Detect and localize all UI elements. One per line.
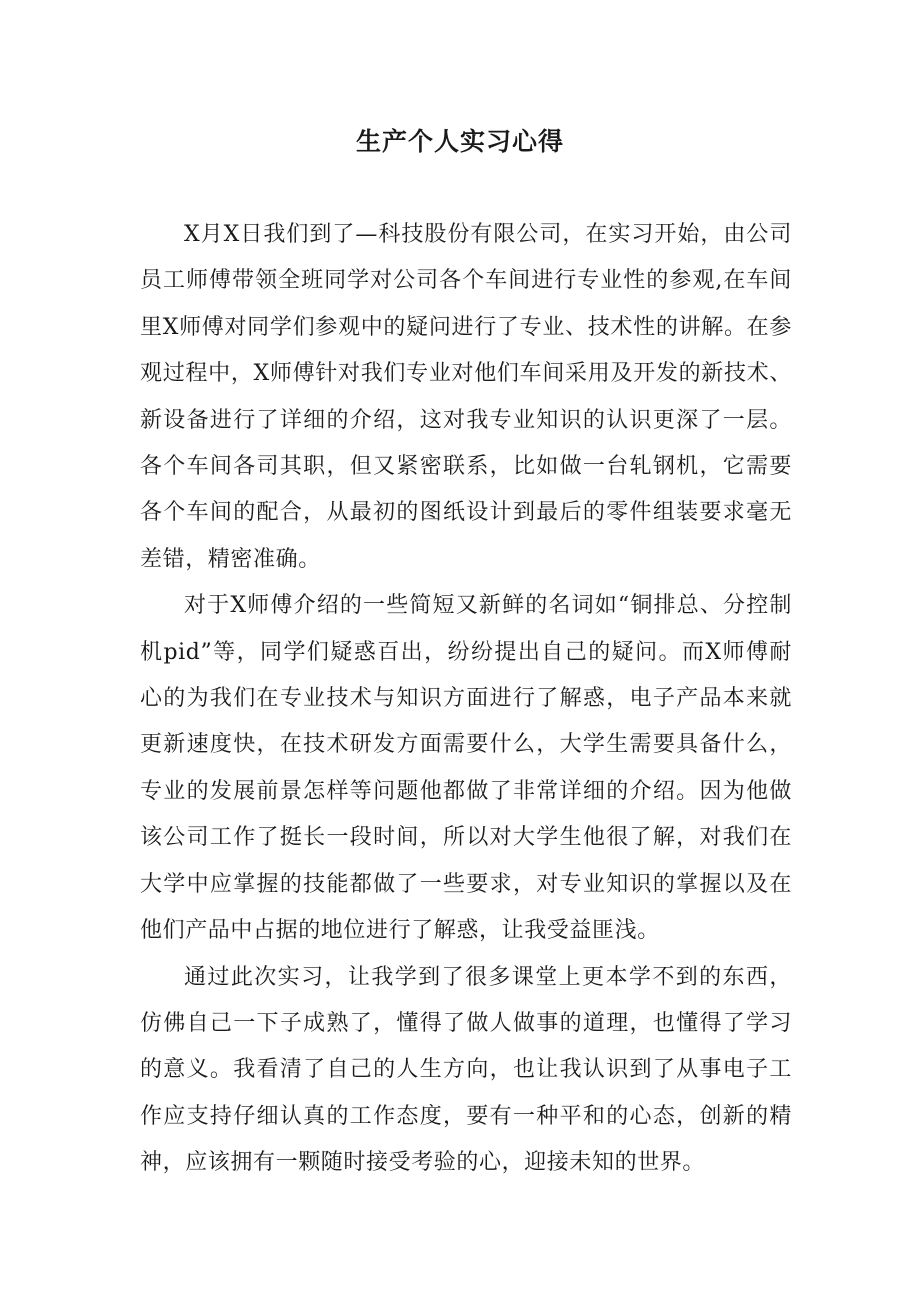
document-title: 生产个人实习心得 [355,127,564,156]
paragraph-1: X月X日我们到了—科技股份有限公司，在实习开始，由公司员工师傅带领全班同学对公司各个车间进行专业性的参观,在车间里X师傅对同学们参观中的疑问进行了专业、技术性的讲解。在参观过程中，X师傅针对我们专业对他们车间采用及开发的新技术、新设备进行了详细的介绍，这对我专业知识的认识更深了一层。各个车间各司其职，但又紧密联系，比如做一台轧钢机，它需要各个车间的配合，从最初的图纸设计到最后的零件组装要求毫无差错，精密准确。 [140,222,792,572]
paragraph-3: 通过此次实习，让我学到了很多课堂上更本学不到的东西，仿佛自己一下子成熟了，懂得了做人做事的道理，也懂得了学习的意义。我看清了自己的人生方向，也让我认识到了从事电子工作应支持仔细认真的工作态度，要有一种平和的心态，创新的精神，应该拥有一颗随时接受考验的心，迎接未知的世界。 [140,964,792,1176]
paragraph-2: 对于X师傅介绍的一些简短又新鲜的名词如“铜排总、分控制机pid”等，同学们疑惑百出，纷纷提出自己的疑问。而X师傅耐心的为我们在专业技术与知识方面进行了解惑，电子产品本来就更新速度快，在技术研发方面需要什么，大学生需要具备什么，专业的发展前景怎样等问题他都做了非常详细的介绍。因为他做该公司工作了挺长一段时间，所以对大学生他很了解，对我们在大学中应掌握的技能都做了一些要求，对专业知识的掌握以及在他们产品中占据的地位进行了解惑，让我受益匪浅。 [140,593,792,944]
document-body [140,212,792,1187]
